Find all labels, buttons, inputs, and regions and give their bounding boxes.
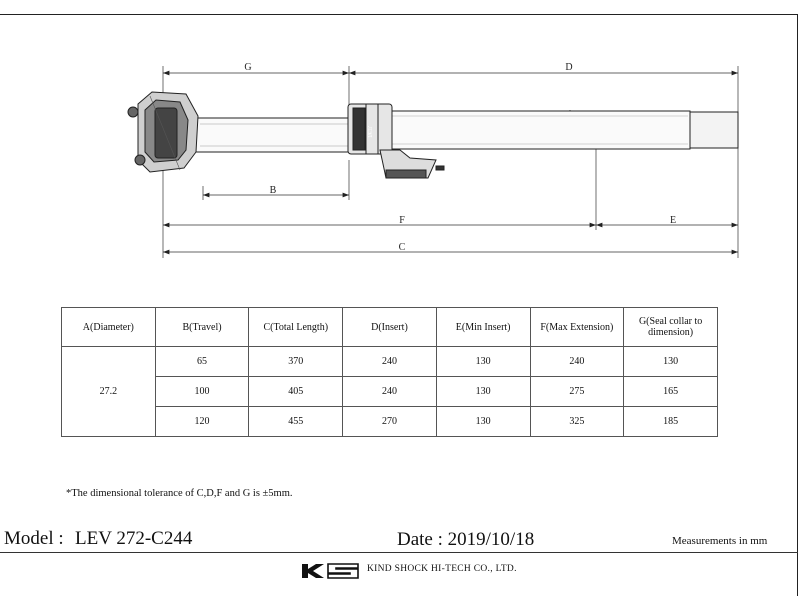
- diameter-cell: 27.2: [62, 347, 156, 437]
- table-cell: 130: [624, 347, 718, 377]
- extension-lines: [163, 66, 738, 258]
- table-cell: 275: [530, 377, 624, 407]
- footer-divider: [0, 552, 798, 553]
- tolerance-note: *The dimensional tolerance of C,D,F and G is ±5mm.: [66, 488, 293, 499]
- dim-label-d: D: [565, 62, 573, 73]
- table-cell: 130: [436, 407, 530, 437]
- company-name: KIND SHOCK HI-TECH CO., LTD.: [367, 564, 517, 574]
- table-row: [62, 347, 718, 377]
- spec-table-header: [62, 308, 718, 347]
- table-cell: 370: [249, 347, 343, 377]
- model-value: LEV 272-C244: [75, 528, 193, 549]
- table-cell: 130: [436, 377, 530, 407]
- col-header-g: G(Seal collar to dimension): [624, 308, 718, 347]
- table-cell: 405: [249, 377, 343, 407]
- table-cell: 65: [155, 347, 249, 377]
- model-label: Model :: [4, 528, 64, 549]
- spec-table: [61, 307, 718, 437]
- table-cell: 100: [155, 377, 249, 407]
- col-header-b: B(Travel): [155, 308, 249, 347]
- table-cell: 455: [249, 407, 343, 437]
- col-header-a: A(Diameter): [62, 308, 156, 347]
- dim-label-e: E: [669, 215, 677, 226]
- drawing-date: Date : 2019/10/18: [397, 529, 535, 550]
- dim-label-g: G: [244, 62, 252, 73]
- table-cell: 240: [343, 377, 437, 407]
- col-header-e: E(Min Insert): [436, 308, 530, 347]
- table-cell: 270: [343, 407, 437, 437]
- table-cell: 130: [436, 347, 530, 377]
- col-header-c: C(Total Length): [249, 308, 343, 347]
- dim-label-c: C: [398, 242, 406, 253]
- table-cell: 120: [155, 407, 249, 437]
- col-header-d: D(Insert): [343, 308, 437, 347]
- seatpost-body: [128, 92, 738, 178]
- table-cell: 165: [624, 377, 718, 407]
- col-header-f: F(Max Extension): [530, 308, 624, 347]
- table-row: [62, 407, 718, 437]
- table-row: [62, 377, 718, 407]
- svg-text:ЛЭЛ: ЛЭЛ: [366, 126, 372, 138]
- units-note: Measurements in mm: [672, 535, 768, 547]
- dim-label-b: B: [269, 185, 277, 196]
- table-cell: 240: [530, 347, 624, 377]
- svg-text:KS: KS: [300, 562, 302, 563]
- table-cell: 325: [530, 407, 624, 437]
- table-cell: 240: [343, 347, 437, 377]
- table-cell: 185: [624, 407, 718, 437]
- dim-label-f: F: [399, 215, 405, 226]
- ks-logo: [300, 562, 362, 580]
